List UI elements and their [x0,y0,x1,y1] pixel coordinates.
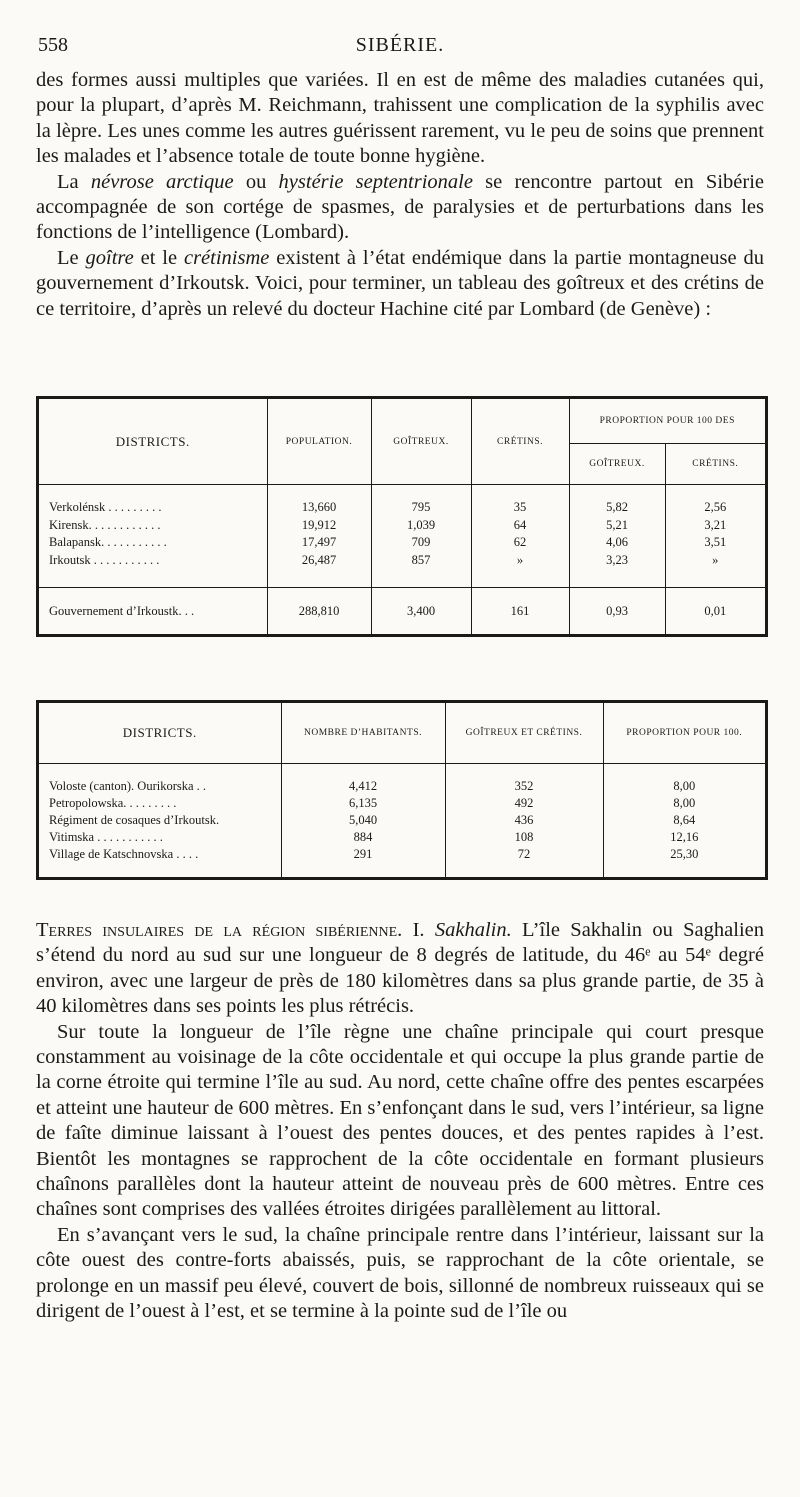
p3-mid: et le [133,246,184,269]
cell-goitreux: 3,400 [371,588,471,635]
cell-habitants: 884 [281,829,445,846]
table-row [39,812,765,829]
table-row [39,829,765,846]
intro-text [36,68,764,322]
table-row [39,846,765,877]
cell-prop-cretins: » [665,552,765,588]
cell-district: Petropolowska. . . . . . . . . [49,796,177,810]
cell-district: Balapansk. . . . . . . . . . . [49,535,167,549]
cell-prop-goitreux: 0,93 [569,588,665,635]
col-prop-goitreux: GOÎTREUX. [569,444,665,485]
cell-district: Vitimska . . . . . . . . . . . [49,830,163,844]
section-sakhalin [36,918,764,1325]
table-row [39,795,765,812]
p3-lead: Le [57,246,86,269]
term-cretinisme: crétinisme [183,246,270,269]
cell-prop-cretins: 2,56 [665,485,765,517]
cell-goitreux: 709 [371,534,471,552]
p2-lead: La [57,170,91,193]
cell-cretins: 161 [471,588,569,635]
col-population: POPULATION. [267,399,371,485]
p2-mid: ou [233,170,279,193]
section-number: I. [412,919,425,941]
cell-district: Voloste (canton). Ourikorska . . [49,779,207,793]
col-proportion: PROPORTION POUR 100 DES [569,399,765,444]
cell-population: 13,660 [267,485,371,517]
cell-habitants: 5,040 [281,812,445,829]
section-paragraph-3: En s’avançant vers le sud, la chaîne principale rentre dans l’intérieur, laissant sur la côte ouest des contre-forts abaissés, puis, se rapprochant de la côte orientale, se prolonge en un massif peu élevé, couvert de bois, sillonné de nombreux ruisseaux qui se dirigent de l’ouest à l’est, et se termine à la pointe sud de l’île ou [36,1223,764,1323]
table-1 [39,399,765,634]
cell-district: Gouvernement d’Irkoustk. . . [39,588,267,635]
term-hysterie-septentrionale: hystérie septentrionale [278,170,473,193]
table-row [39,485,765,517]
cell-habitants: 6,135 [281,795,445,812]
cell-cretins: 64 [471,517,569,535]
cell-proportion: 8,00 [603,764,765,796]
cell-district: Verkolénsk . . . . . . . . . [49,500,162,514]
cell-goitreux: 857 [371,552,471,588]
cell-prop-goitreux: 5,21 [569,517,665,535]
section-heading: Terres insulaires de la région sibérienne. [36,919,403,941]
cell-cretins: » [471,552,569,588]
col-districts: DISTRICTS. [39,399,267,485]
p3-rest: existent à l’état endémique dans la partie montagneuse du gouvernement d’Irkoutsk. Voici, pour terminer, un tableau des goîtreux et des crétins de ce territoire, d’après un relevé du docteur Hachine cité par Lombard (de Genève) : [36,246,764,320]
col-cretins: CRÉTINS. [471,399,569,485]
cell-cretins: 35 [471,485,569,517]
cell-goitreux: 1,039 [371,517,471,535]
cell-prop-goitreux: 3,23 [569,552,665,588]
col-goitreux: GOÎTREUX. [371,399,471,485]
intro-paragraph-1: des formes aussi multiples que variées. Il en est de même des maladies cutanées qui, pour la plupart, d’après M. Reichmann, trahissent une complication de la syphilis avec la lèpre. Les unes comme les autres guérissent rarement, vu le peu de soins que prennent les malades et l’absence totale de toute bonne hygiène. [36,69,764,168]
cell-goitreux-cretins: 436 [445,812,603,829]
col-proportion: PROPORTION POUR 100. [603,703,765,764]
section-paragraph-1 [36,918,764,1020]
cell-district: Irkoutsk . . . . . . . . . . . [49,552,160,567]
col-habitants: NOMBRE D’HABITANTS. [281,703,445,764]
cell-prop-cretins: 3,51 [665,534,765,552]
cell-prop-cretins: 0,01 [665,588,765,635]
col-districts: DISTRICTS. [39,703,281,764]
page-number: 558 [38,34,68,56]
p2-rest: se rencontre partout en Sibérie accompagnée de son cortége de spasmes, de paralysies et de perturbations dans les fonctions de l’intelligence (Lombard). [36,170,764,244]
cell-population: 17,497 [267,534,371,552]
table-cantons [36,700,768,880]
cell-district: Village de Katschnovska . . . . [49,847,199,861]
term-nevrose-arctique: névrose arctique [90,170,234,193]
table-2 [39,703,765,877]
cell-habitants: 4,412 [281,764,445,796]
section-paragraph-2: Sur toute la longueur de l’île règne une chaîne principale qui court presque constamment au voisinage de la côte occidentale et qui occupe la plus grande partie de la corne étroite qui termine l’île au sud. Au nord, cette chaîne offre des pentes escarpées et atteint une hauteur de 600 mètres. En s’enfonçant dans le sud, vers l’intérieur, sa ligne de faîte diminue laissant à l’ouest des pentes douces, et des pentes rapides à l’est. Bientôt les montagnes se rapprochent de la côte occidentale en formant plusieurs chaînons parallèles dont la hauteur atteint de nouveau près de 600 mètres. Entre ces chaînes sont comprises des vallées étroites dirigées parallèlement au littoral. [36,1020,764,1221]
table-row [39,552,765,588]
section-p1-rest: L’île Sakhalin ou Saghalien s’étend du nord au sud sur une longueur de 8 degrés de latitude, du 46ᵉ au 54ᵉ degré environ, avec une largeur de près de 180 kilomètres dans sa plus grande partie, de 35 à 40 kilomètres dans ses points les plus rétrécis. [36,919,764,1018]
section-name: Sakhalin. [434,919,512,941]
intro-paragraph-3 [36,246,764,322]
cell-population: 26,487 [267,552,371,588]
table-goitre-districts [36,396,768,637]
cell-prop-goitreux: 4,06 [569,534,665,552]
running-title: SIBÉRIE. [355,34,445,56]
cell-proportion: 12,16 [603,829,765,846]
cell-prop-cretins: 3,21 [665,517,765,535]
cell-goitreux-cretins: 492 [445,795,603,812]
table-row [39,517,765,535]
intro-paragraph-2 [36,170,764,246]
cell-district: Régiment de cosaques d’Irkoutsk. [49,813,220,827]
col-goitreux-cretins: GOÎTREUX ET CRÉTINS. [445,703,603,764]
cell-habitants: 291 [281,846,445,877]
term-goitre: goître [85,246,134,269]
cell-proportion: 8,00 [603,795,765,812]
table-row [39,534,765,552]
cell-goitreux-cretins: 352 [445,764,603,796]
cell-goitreux-cretins: 72 [445,846,603,877]
table-total-row [39,588,765,635]
page-header [38,34,762,60]
cell-population: 19,912 [267,517,371,535]
cell-cretins: 62 [471,534,569,552]
cell-goitreux: 795 [371,485,471,517]
cell-district: Kirensk. . . . . . . . . . . . [49,517,161,532]
cell-goitreux-cretins: 108 [445,829,603,846]
cell-proportion: 25,30 [603,846,765,877]
cell-prop-goitreux: 5,82 [569,485,665,517]
col-prop-cretins: CRÉTINS. [665,444,765,485]
table-row [39,764,765,796]
cell-population: 288,810 [267,588,371,635]
cell-proportion: 8,64 [603,812,765,829]
